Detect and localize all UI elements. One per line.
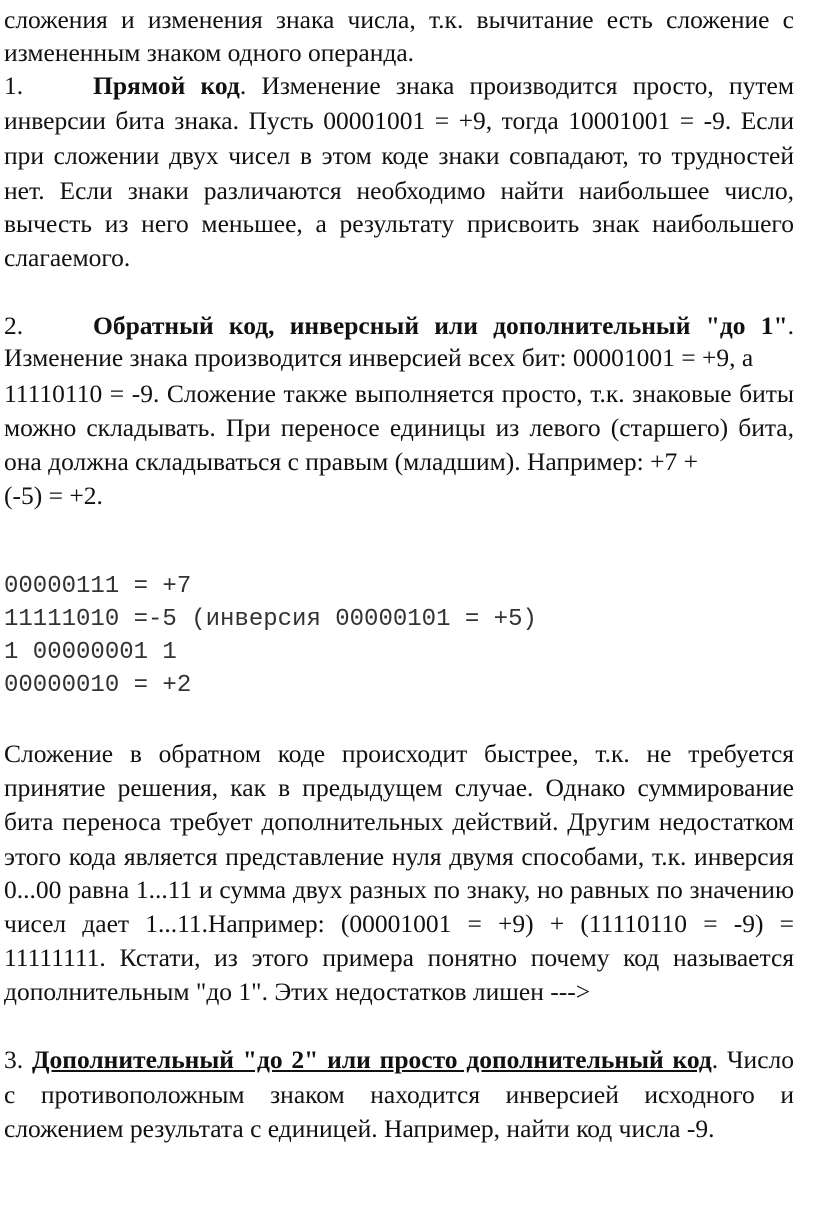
section-2-line-5: она должна складываться с правым (младшим). Например: +7 + bbox=[4, 447, 698, 476]
code-line: 1 00000001 1 bbox=[4, 639, 177, 666]
intro-line-2: измененным знаком одного операнда. bbox=[4, 38, 415, 67]
section-3-heading-line bbox=[4, 1044, 794, 1076]
paragraph-3-line-8: дополнительным "до 1". Этих недостатков лишен ---> bbox=[4, 977, 591, 1006]
paragraph-3-line-4: этого кода является представление нуля двумя способами, т.к. инверсия bbox=[4, 842, 794, 871]
section-1-line-5: вычесть из него меньшее, а результату присвоить знак наибольшего bbox=[4, 209, 794, 238]
section-3-line-2: с противоположным знаком находится инверсией исходного и bbox=[4, 1080, 794, 1109]
section-3-title: Дополнительный "до 2" или просто дополнительный код bbox=[31, 1045, 712, 1074]
section-2-number: 2. bbox=[4, 311, 24, 340]
paragraph-3-line-2: принятие решения, как в предыдущем случае. Однако суммирование bbox=[4, 773, 794, 802]
section-1-line-6: слагаемого. bbox=[4, 243, 131, 272]
section-2-heading-line bbox=[4, 310, 794, 342]
paragraph-3-line-6: чисел дает 1...11.Например: (00001001 = +9) + (11110110 = -9) = bbox=[4, 909, 794, 938]
section-1-line-3: при сложении двух чисел в этом коде знаки совпадают, то трудностей bbox=[4, 141, 794, 170]
code-line: 00000111 = +7 bbox=[4, 573, 192, 600]
section-1-title: Прямой код bbox=[93, 71, 240, 100]
paragraph-3-line-5: 0...00 равна 1...11 и сумма двух разных по знаку, но равных по значению bbox=[4, 875, 794, 904]
code-line: 00000010 = +2 bbox=[4, 672, 192, 699]
section-1-line-1-rest: . Изменение знака производится просто, путем bbox=[239, 71, 794, 100]
section-2-line-6: (-5) = +2. bbox=[4, 481, 103, 510]
section-3-line-1-rest: . Число bbox=[711, 1045, 794, 1074]
code-line: 11111010 =-5 (инверсия 00000101 = +5) bbox=[4, 606, 537, 633]
paragraph-3-line-1: Сложение в обратном коде происходит быстрее, т.к. не требуется bbox=[4, 739, 794, 768]
section-2-line-3: 11110110 = -9. Сложение также выполняется просто, т.к. знаковые биты bbox=[4, 379, 794, 408]
section-1-heading-line bbox=[4, 70, 794, 102]
paragraph-3-line-3: бита переноса требует дополнительных действий. Другим недостатком bbox=[4, 807, 794, 836]
paragraph-3-line-7: 11111111. Кстати, из этого примера понятно почему код называется bbox=[4, 943, 794, 972]
section-1-number: 1. bbox=[4, 71, 24, 100]
section-2-line-4: можно складывать. При переносе единицы из левого (старшего) бита, bbox=[4, 413, 794, 442]
intro-line-1: сложения и изменения знака числа, т.к. вычитание есть сложение с bbox=[4, 5, 794, 34]
section-2-title-end: . bbox=[787, 311, 794, 340]
section-2-title: Обратный код, инверсный или дополнительный "до 1" bbox=[93, 311, 788, 340]
section-1-line-2: инверсии бита знака. Пусть 00001001 = +9, тогда 10001001 = -9. Если bbox=[4, 106, 794, 135]
section-2-line-2: Изменение знака производится инверсией всех бит: 00001001 = +9, а bbox=[4, 343, 754, 372]
section-3-number: 3. bbox=[4, 1045, 32, 1074]
section-1-line-4: нет. Если знаки различаются необходимо найти наибольшее число, bbox=[4, 176, 794, 205]
section-3-line-3: сложением результата с единицей. Например, найти код числа -9. bbox=[4, 1114, 715, 1143]
